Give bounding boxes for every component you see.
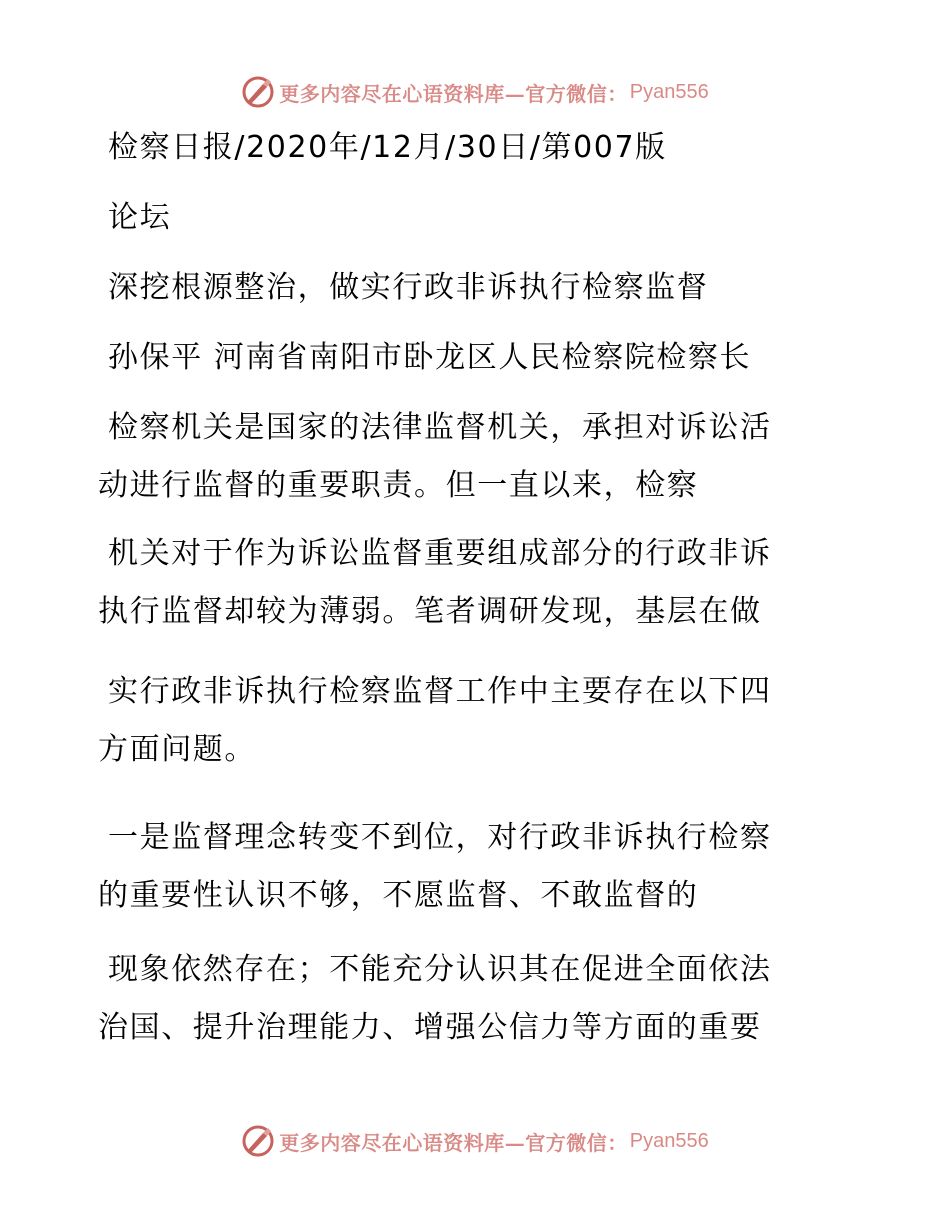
body-line: 现象依然存在；不能充分认识其在促进全面依法: [108, 952, 772, 987]
body-line: 一是监督理念转变不到位，对行政非诉执行检察: [108, 820, 772, 855]
article-section: 论坛: [108, 200, 172, 235]
footer-watermark: [0, 1121, 950, 1161]
watermark-wechat-id: Pyan556: [629, 1129, 709, 1152]
body-line: 检察机关是国家的法律监督机关，承担对诉讼活: [108, 410, 772, 445]
body-line: 的重要性认识不够，不愿监督、不敢监督的: [98, 878, 699, 913]
header-watermark: [0, 72, 950, 112]
pen-logo-icon: [241, 75, 275, 109]
body-line: 实行政非诉执行检察监督工作中主要存在以下四: [108, 674, 772, 709]
pen-logo-icon: [241, 1124, 275, 1158]
body-line: 机关对于作为诉讼监督重要组成部分的行政非诉: [108, 536, 772, 571]
article-author: 孙保平 河南省南阳市卧龙区人民检察院检察长: [108, 340, 752, 375]
body-line: 方面问题。: [98, 732, 256, 767]
article-title: 深挖根源整治，做实行政非诉执行检察监督: [108, 270, 709, 305]
watermark-wechat-id: Pyan556: [629, 80, 709, 103]
watermark-text: 更多内容尽在心语资料库—官方微信：: [279, 1130, 628, 1155]
body-line: 治国、提升治理能力、增强公信力等方面的重要: [98, 1010, 762, 1045]
body-line: 执行监督却较为薄弱。笔者调研发现，基层在做: [98, 594, 762, 629]
watermark-text: 更多内容尽在心语资料库—官方微信：: [279, 81, 628, 106]
article-source-line: 检察日报/2020年/12月/30日/第007版: [108, 130, 667, 165]
body-line: 动进行监督的重要职责。但一直以来，检察: [98, 468, 699, 503]
